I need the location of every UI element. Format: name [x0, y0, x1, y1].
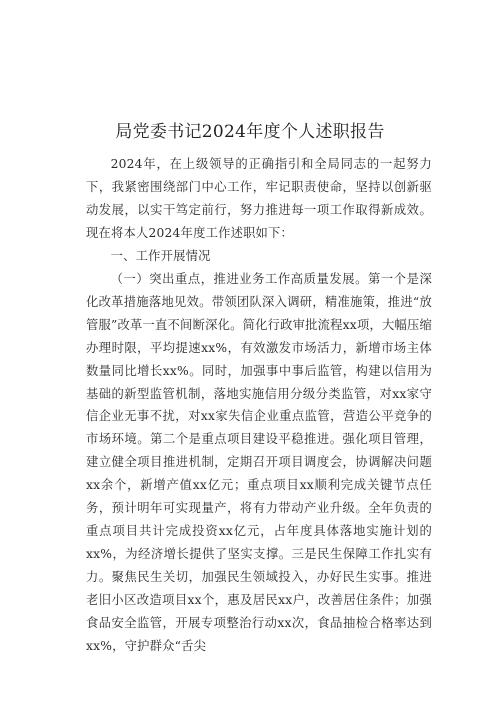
document-title: 局党委书记2024年度个人述职报告 — [115, 122, 385, 142]
intro-paragraph: 2024年，在上级领导的正确指引和全局同志的一起努力下，我紧密围绕部门中心工作，牢记职责使命，坚持以创新驱动发展，以实干笃定前行，努力推进每一项工作取得新成效。现在将本人2024年度工作述职如下： — [86, 157, 432, 240]
section-heading: 一、工作开展情况 — [110, 249, 211, 263]
section-paragraph: （一）突出重点，推进业务工作高质量发展。第一个是深化改革措施落地见效。带领团队深入调研，精准施策，推进“放管服”改革一直不间断深化。简化行政审批流程xx项，大幅压缩办理时限，平均提速xx%，有效激发市场活力，新增市场主体数量同比增长xx%。同时，加强事中事后监管，构建以信用为基础的新型监管机制，落地实施信用分级分类监管，对xx家守信企业无事不扰，对xx家失信企业重点监管，营造公平竞争的市场环境。第二个是重点项目建设平稳推进。强化项目管理，建立健全项目推进机制，定期召开项目调度会，协调解决问题xx余个，新增产值xx亿元；重点项目xx顺利完成关键节点任务，预计明年可实现量产，将有力带动产业升级。全年负责的重点项目共计完成投资xx亿元，占年度具体落地实施计划的xx%，为经济增长提供了坚实支撑。三是民生保障工作扎实有力。聚焦民生关切，加强民生领域投入，办好民生实事。推进老旧小区改造项目xx个，惠及居民xx户，改善居住条件；加强食品安全监管，开展专项整治行动xx次，食品抽检合格率达到xx%，守护群众“舌尖 — [86, 272, 432, 653]
